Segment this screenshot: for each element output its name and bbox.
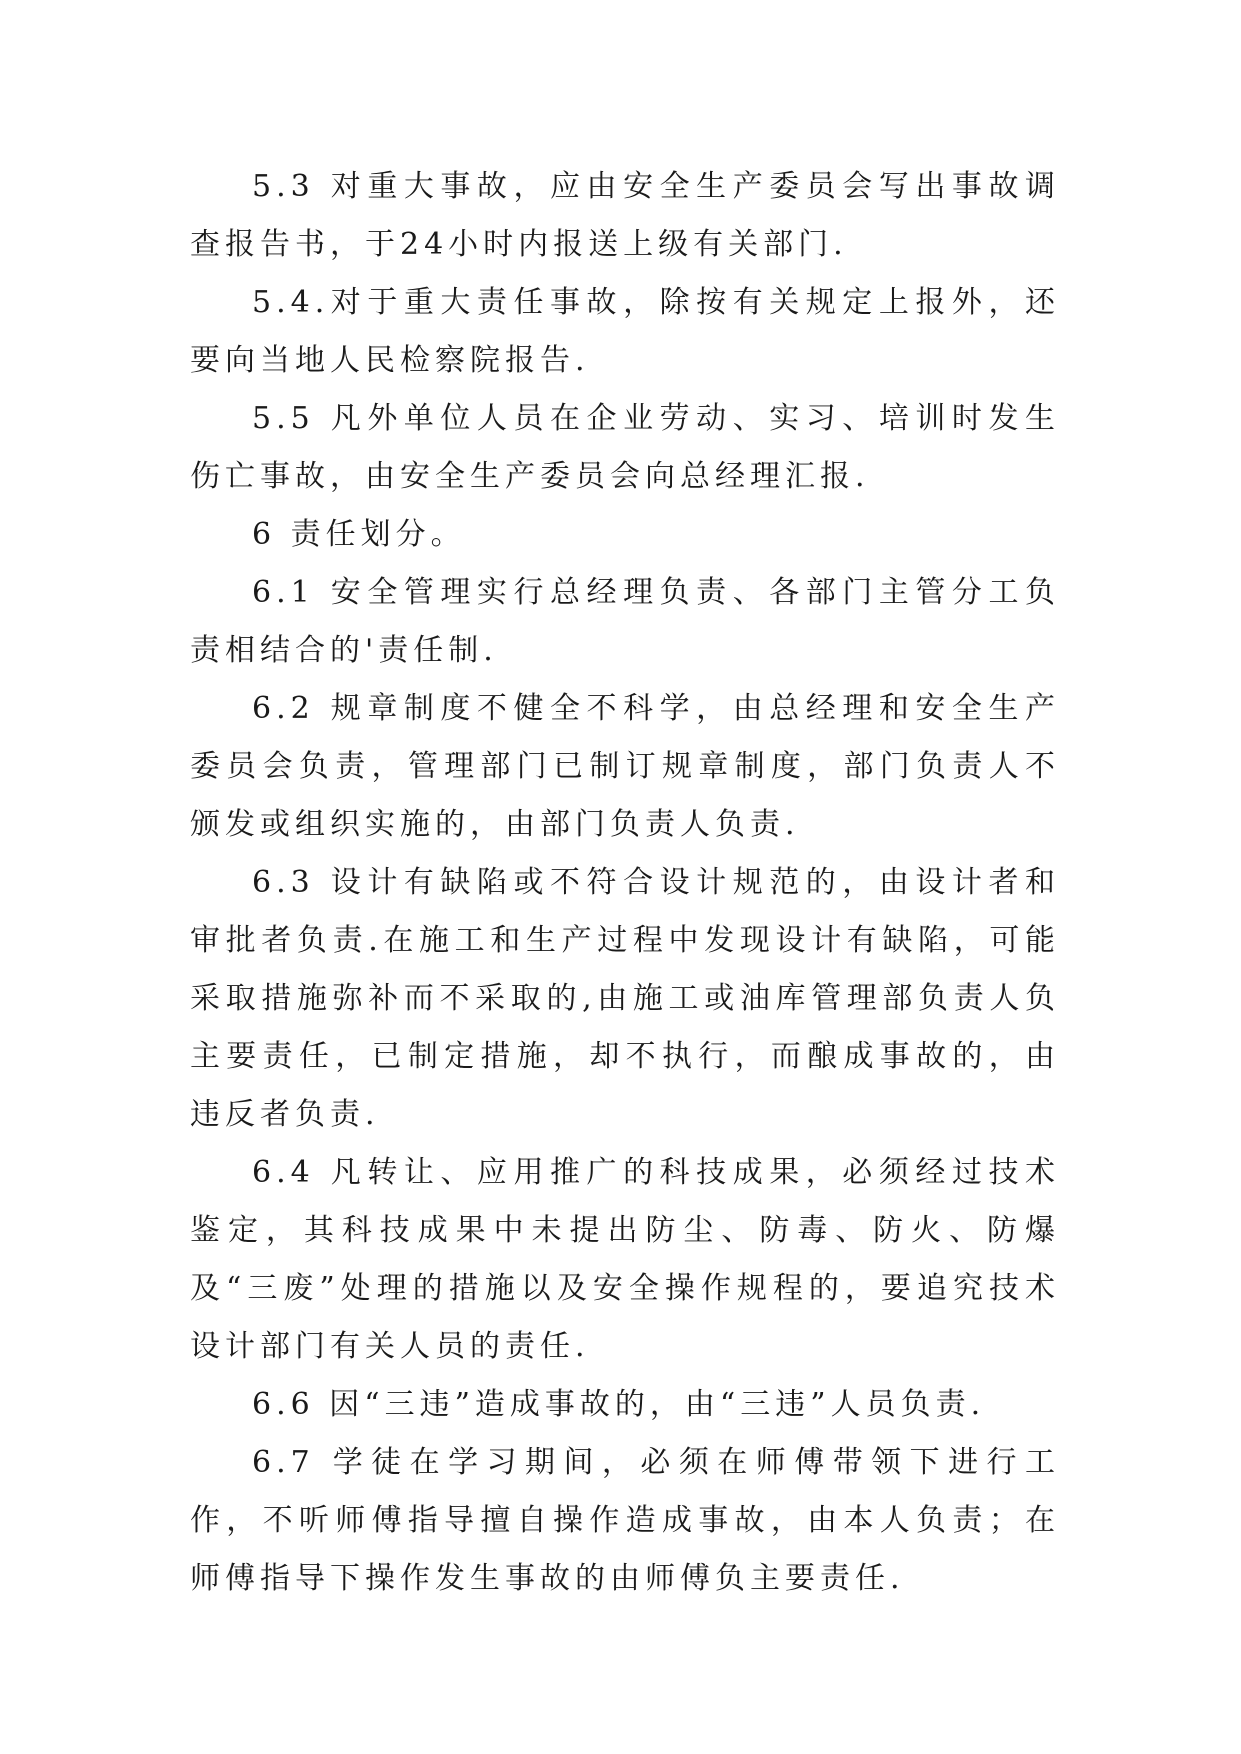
paragraph-5-3: 5.3 对重大事故，应由安全生产委员会写出事故调查报告书，于24小时内报送上级有关部门. [190, 169, 1060, 262]
paragraph-6-3: 6.3 设计有缺陷或不符合设计规范的，由设计者和审批者负责.在施工和生产过程中发现设计有缺陷，可能采取措施弥补而不采取的,由施工或油库管理部负责人负主要责任，已制定措施，却不执行，而酿成事故的，由违反者负责. [190, 865, 1060, 1132]
section-heading-6: 6 责任划分。 [252, 517, 466, 552]
document-body [190, 158, 1060, 1608]
paragraph-5-5: 5.5 凡外单位人员在企业劳动、实习、培训时发生伤亡事故，由安全生产委员会向总经理汇报. [190, 401, 1060, 494]
paragraph-6-4: 6.4 凡转让、应用推广的科技成果，必须经过技术鉴定，其科技成果中未提出防尘、防毒、防火、防爆及“三废”处理的措施以及安全操作规程的，要追究技术设计部门有关人员的责任. [190, 1155, 1060, 1364]
paragraph-6-1: 6.1 安全管理实行总经理负责、各部门主管分工负责相结合的'责任制. [190, 575, 1060, 668]
paragraph-5-4: 5.4.对于重大责任事故，除按有关规定上报外，还要向当地人民检察院报告. [190, 285, 1060, 378]
paragraph-6-6: 6.6 因“三违”造成事故的，由“三违”人员负责. [252, 1387, 986, 1422]
paragraph-6-2: 6.2 规章制度不健全不科学，由总经理和安全生产委员会负责，管理部门已制订规章制度，部门负责人不颁发或组织实施的，由部门负责人负责. [190, 691, 1060, 842]
paragraph-6-7: 6.7 学徒在学习期间，必须在师傅带领下进行工作，不听师傅指导擅自操作造成事故，由本人负责；在师傅指导下操作发生事故的由师傅负主要责任. [190, 1445, 1060, 1596]
